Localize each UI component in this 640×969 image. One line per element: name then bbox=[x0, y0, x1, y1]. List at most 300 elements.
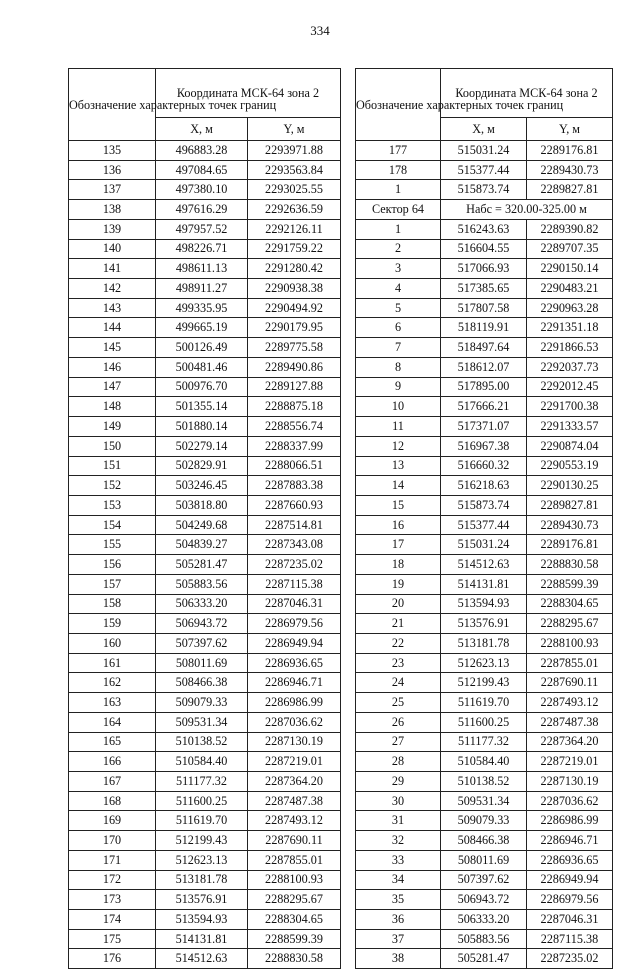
point-number: 164 bbox=[69, 712, 156, 732]
table-row bbox=[69, 259, 341, 279]
y-coordinate: 2288599.39 bbox=[248, 929, 341, 949]
y-coordinate: 2287364.20 bbox=[248, 772, 341, 792]
table-row bbox=[69, 752, 341, 772]
point-number: 37 bbox=[356, 929, 441, 949]
y-coordinate: 2292037.73 bbox=[527, 357, 613, 377]
x-coordinate: 507397.62 bbox=[156, 633, 248, 653]
point-number: 143 bbox=[69, 298, 156, 318]
table-row bbox=[356, 890, 613, 910]
x-coordinate: 516243.63 bbox=[441, 219, 527, 239]
point-number: 144 bbox=[69, 318, 156, 338]
table-row bbox=[69, 200, 341, 220]
x-coordinate: 503818.80 bbox=[156, 495, 248, 515]
x-coordinate: 512199.43 bbox=[441, 673, 527, 693]
coordinates-table-left bbox=[68, 68, 341, 969]
table-row bbox=[356, 259, 613, 279]
x-coordinate: 498226.71 bbox=[156, 239, 248, 259]
y-coordinate: 2286946.71 bbox=[248, 673, 341, 693]
y-coordinate: 2291866.53 bbox=[527, 338, 613, 358]
table-row bbox=[356, 535, 613, 555]
x-coordinate: 517895.00 bbox=[441, 377, 527, 397]
x-coordinate: 505281.47 bbox=[441, 949, 527, 969]
table-row bbox=[69, 574, 341, 594]
point-number: 32 bbox=[356, 831, 441, 851]
point-number: 157 bbox=[69, 574, 156, 594]
point-number: 135 bbox=[69, 141, 156, 161]
x-coordinate: 508466.38 bbox=[156, 673, 248, 693]
x-coordinate: 511600.25 bbox=[156, 791, 248, 811]
y-coordinate: 2289390.82 bbox=[527, 219, 613, 239]
table-row bbox=[69, 357, 341, 377]
y-coordinate: 2289430.73 bbox=[527, 515, 613, 535]
table-row bbox=[69, 318, 341, 338]
x-coordinate: 508011.69 bbox=[156, 653, 248, 673]
table-row bbox=[69, 594, 341, 614]
y-coordinate: 2287493.12 bbox=[248, 811, 341, 831]
table-row bbox=[356, 633, 613, 653]
point-number: 2 bbox=[356, 239, 441, 259]
point-number: 140 bbox=[69, 239, 156, 259]
table-row bbox=[356, 772, 613, 792]
point-number: 36 bbox=[356, 910, 441, 930]
point-number: 148 bbox=[69, 397, 156, 417]
table-row bbox=[356, 732, 613, 752]
x-coordinate: 502279.14 bbox=[156, 436, 248, 456]
table-row bbox=[356, 160, 613, 180]
point-number: 10 bbox=[356, 397, 441, 417]
y-coordinate: 2288875.18 bbox=[248, 397, 341, 417]
y-coordinate: 2287115.38 bbox=[527, 929, 613, 949]
point-number: 35 bbox=[356, 890, 441, 910]
x-coordinate: 509079.33 bbox=[441, 811, 527, 831]
point-number: 151 bbox=[69, 456, 156, 476]
table-row bbox=[356, 357, 613, 377]
table-row bbox=[69, 811, 341, 831]
point-number: 8 bbox=[356, 357, 441, 377]
y-coordinate: 2288295.67 bbox=[527, 614, 613, 634]
point-number: 26 bbox=[356, 712, 441, 732]
coordinate-system-header: Координата МСК-64 зона 2 bbox=[156, 69, 341, 118]
table-row bbox=[69, 495, 341, 515]
point-number: 155 bbox=[69, 535, 156, 555]
y-coordinate: 2286949.94 bbox=[248, 633, 341, 653]
y-coordinate: 2291280.42 bbox=[248, 259, 341, 279]
y-coordinate: 2288295.67 bbox=[248, 890, 341, 910]
x-coordinate: 509079.33 bbox=[156, 693, 248, 713]
x-header: X, м bbox=[156, 118, 248, 141]
coordinate-system-header: Координата МСК-64 зона 2 bbox=[441, 69, 613, 118]
table-row bbox=[69, 712, 341, 732]
table-row bbox=[356, 417, 613, 437]
point-number: 9 bbox=[356, 377, 441, 397]
x-coordinate: 496883.28 bbox=[156, 141, 248, 161]
table-row bbox=[69, 397, 341, 417]
point-number: 147 bbox=[69, 377, 156, 397]
table-row bbox=[69, 653, 341, 673]
table-row bbox=[356, 574, 613, 594]
x-coordinate: 498611.13 bbox=[156, 259, 248, 279]
y-coordinate: 2288830.58 bbox=[527, 555, 613, 575]
y-coordinate: 2288304.65 bbox=[527, 594, 613, 614]
point-number: 156 bbox=[69, 555, 156, 575]
x-coordinate: 513576.91 bbox=[156, 890, 248, 910]
point-number: 20 bbox=[356, 594, 441, 614]
table-row bbox=[356, 318, 613, 338]
point-number: 16 bbox=[356, 515, 441, 535]
point-number: 15 bbox=[356, 495, 441, 515]
x-coordinate: 514512.63 bbox=[441, 555, 527, 575]
x-coordinate: 518612.07 bbox=[441, 357, 527, 377]
x-coordinate: 498911.27 bbox=[156, 279, 248, 299]
point-number: 149 bbox=[69, 417, 156, 437]
table-row bbox=[356, 693, 613, 713]
y-coordinate: 2290179.95 bbox=[248, 318, 341, 338]
x-coordinate: 510138.52 bbox=[441, 772, 527, 792]
x-coordinate: 506943.72 bbox=[441, 890, 527, 910]
y-coordinate: 2293971.88 bbox=[248, 141, 341, 161]
table-row bbox=[356, 752, 613, 772]
y-coordinate: 2287036.62 bbox=[248, 712, 341, 732]
y-coordinate: 2287690.11 bbox=[527, 673, 613, 693]
x-coordinate: 513594.93 bbox=[441, 594, 527, 614]
table-row bbox=[356, 673, 613, 693]
sector-label: Сектор 64 bbox=[356, 200, 441, 220]
y-coordinate: 2291333.57 bbox=[527, 417, 613, 437]
y-coordinate: 2292126.11 bbox=[248, 219, 341, 239]
y-coordinate: 2289490.86 bbox=[248, 357, 341, 377]
y-coordinate: 2288100.93 bbox=[527, 633, 613, 653]
x-coordinate: 511619.70 bbox=[156, 811, 248, 831]
table-row bbox=[356, 141, 613, 161]
x-coordinate: 501355.14 bbox=[156, 397, 248, 417]
y-coordinate: 2287855.01 bbox=[527, 653, 613, 673]
table-row bbox=[356, 515, 613, 535]
table-row bbox=[69, 456, 341, 476]
table-row bbox=[69, 555, 341, 575]
y-coordinate: 2290938.38 bbox=[248, 279, 341, 299]
table-row bbox=[356, 910, 613, 930]
point-number: 153 bbox=[69, 495, 156, 515]
table-row bbox=[69, 338, 341, 358]
point-name-header: Обозначение характерных точек границ bbox=[69, 69, 156, 141]
sector-height-range: Набс = 320.00-325.00 м bbox=[441, 200, 613, 220]
y-coordinate: 2286986.99 bbox=[527, 811, 613, 831]
x-coordinate: 511177.32 bbox=[156, 772, 248, 792]
table-row bbox=[69, 870, 341, 890]
table-row bbox=[69, 791, 341, 811]
table-row bbox=[356, 791, 613, 811]
x-coordinate: 516660.32 bbox=[441, 456, 527, 476]
point-number: 23 bbox=[356, 653, 441, 673]
point-number: 166 bbox=[69, 752, 156, 772]
x-coordinate: 515377.44 bbox=[441, 515, 527, 535]
y-coordinate: 2286949.94 bbox=[527, 870, 613, 890]
point-number: 175 bbox=[69, 929, 156, 949]
x-coordinate: 511600.25 bbox=[441, 712, 527, 732]
point-number: 177 bbox=[356, 141, 441, 161]
y-coordinate: 2287487.38 bbox=[248, 791, 341, 811]
y-coordinate: 2287046.31 bbox=[527, 910, 613, 930]
y-coordinate: 2287046.31 bbox=[248, 594, 341, 614]
x-coordinate: 506333.20 bbox=[441, 910, 527, 930]
y-coordinate: 2287883.38 bbox=[248, 476, 341, 496]
point-number: 38 bbox=[356, 949, 441, 969]
x-coordinate: 505281.47 bbox=[156, 555, 248, 575]
table-row bbox=[69, 279, 341, 299]
point-number: 170 bbox=[69, 831, 156, 851]
sector-row bbox=[356, 200, 613, 220]
y-coordinate: 2289707.35 bbox=[527, 239, 613, 259]
table-row bbox=[69, 831, 341, 851]
x-coordinate: 515377.44 bbox=[441, 160, 527, 180]
point-number: 137 bbox=[69, 180, 156, 200]
table-row bbox=[69, 515, 341, 535]
table-row bbox=[356, 298, 613, 318]
table-row bbox=[356, 476, 613, 496]
x-coordinate: 515873.74 bbox=[441, 495, 527, 515]
point-number: 136 bbox=[69, 160, 156, 180]
y-coordinate: 2286986.99 bbox=[248, 693, 341, 713]
point-number: 30 bbox=[356, 791, 441, 811]
x-coordinate: 510584.40 bbox=[441, 752, 527, 772]
y-coordinate: 2290150.14 bbox=[527, 259, 613, 279]
point-number: 6 bbox=[356, 318, 441, 338]
y-coordinate: 2287364.20 bbox=[527, 732, 613, 752]
point-number: 139 bbox=[69, 219, 156, 239]
point-number: 138 bbox=[69, 200, 156, 220]
x-coordinate: 512623.13 bbox=[156, 850, 248, 870]
x-coordinate: 515031.24 bbox=[441, 141, 527, 161]
y-coordinate: 2290874.04 bbox=[527, 436, 613, 456]
point-number: 141 bbox=[69, 259, 156, 279]
point-number: 1 bbox=[356, 219, 441, 239]
y-coordinate: 2287130.19 bbox=[527, 772, 613, 792]
x-coordinate: 505883.56 bbox=[156, 574, 248, 594]
table-row bbox=[356, 279, 613, 299]
table-row bbox=[69, 436, 341, 456]
table-row bbox=[356, 338, 613, 358]
x-coordinate: 505883.56 bbox=[441, 929, 527, 949]
table-row bbox=[356, 239, 613, 259]
point-number: 18 bbox=[356, 555, 441, 575]
right-table-body bbox=[356, 141, 613, 969]
y-coordinate: 2290494.92 bbox=[248, 298, 341, 318]
point-number: 152 bbox=[69, 476, 156, 496]
table-row bbox=[356, 614, 613, 634]
y-coordinate: 2289430.73 bbox=[527, 160, 613, 180]
table-row bbox=[69, 693, 341, 713]
x-header: X, м bbox=[441, 118, 527, 141]
y-coordinate: 2289827.81 bbox=[527, 495, 613, 515]
table-row bbox=[69, 298, 341, 318]
x-coordinate: 515873.74 bbox=[441, 180, 527, 200]
table-row bbox=[69, 239, 341, 259]
table-row bbox=[69, 929, 341, 949]
y-coordinate: 2289775.58 bbox=[248, 338, 341, 358]
table-row bbox=[356, 555, 613, 575]
point-number: 168 bbox=[69, 791, 156, 811]
x-coordinate: 499665.19 bbox=[156, 318, 248, 338]
point-number: 176 bbox=[69, 949, 156, 969]
table-row bbox=[69, 673, 341, 693]
point-number: 34 bbox=[356, 870, 441, 890]
x-coordinate: 497957.52 bbox=[156, 219, 248, 239]
point-number: 11 bbox=[356, 417, 441, 437]
table-row bbox=[69, 910, 341, 930]
x-coordinate: 518119.91 bbox=[441, 318, 527, 338]
point-number: 19 bbox=[356, 574, 441, 594]
point-number: 142 bbox=[69, 279, 156, 299]
point-number: 17 bbox=[356, 535, 441, 555]
table-row bbox=[69, 535, 341, 555]
y-coordinate: 2289176.81 bbox=[527, 141, 613, 161]
y-coordinate: 2287487.38 bbox=[527, 712, 613, 732]
y-coordinate: 2287690.11 bbox=[248, 831, 341, 851]
table-row bbox=[356, 811, 613, 831]
y-coordinate: 2288556.74 bbox=[248, 417, 341, 437]
table-row bbox=[356, 495, 613, 515]
y-coordinate: 2288337.99 bbox=[248, 436, 341, 456]
y-coordinate: 2293025.55 bbox=[248, 180, 341, 200]
x-coordinate: 511619.70 bbox=[441, 693, 527, 713]
table-row bbox=[356, 456, 613, 476]
point-number: 14 bbox=[356, 476, 441, 496]
point-number: 162 bbox=[69, 673, 156, 693]
x-coordinate: 499335.95 bbox=[156, 298, 248, 318]
y-coordinate: 2289176.81 bbox=[527, 535, 613, 555]
y-coordinate: 2290130.25 bbox=[527, 476, 613, 496]
y-coordinate: 2286936.65 bbox=[248, 653, 341, 673]
table-row bbox=[69, 614, 341, 634]
x-coordinate: 510584.40 bbox=[156, 752, 248, 772]
table-row bbox=[69, 949, 341, 969]
x-coordinate: 504249.68 bbox=[156, 515, 248, 535]
x-coordinate: 511177.32 bbox=[441, 732, 527, 752]
table-row bbox=[356, 180, 613, 200]
point-number: 28 bbox=[356, 752, 441, 772]
y-coordinate: 2288100.93 bbox=[248, 870, 341, 890]
table-row bbox=[69, 180, 341, 200]
x-coordinate: 508011.69 bbox=[441, 850, 527, 870]
point-number: 33 bbox=[356, 850, 441, 870]
x-coordinate: 514131.81 bbox=[156, 929, 248, 949]
y-coordinate: 2286979.56 bbox=[248, 614, 341, 634]
x-coordinate: 517807.58 bbox=[441, 298, 527, 318]
table-row bbox=[69, 377, 341, 397]
point-number: 169 bbox=[69, 811, 156, 831]
x-coordinate: 516967.38 bbox=[441, 436, 527, 456]
x-coordinate: 501880.14 bbox=[156, 417, 248, 437]
y-coordinate: 2290963.28 bbox=[527, 298, 613, 318]
point-number: 22 bbox=[356, 633, 441, 653]
point-number: 25 bbox=[356, 693, 441, 713]
point-number: 145 bbox=[69, 338, 156, 358]
y-coordinate: 2292012.45 bbox=[527, 377, 613, 397]
point-number: 5 bbox=[356, 298, 441, 318]
point-number: 1 bbox=[356, 180, 441, 200]
y-coordinate: 2287235.02 bbox=[527, 949, 613, 969]
x-coordinate: 513181.78 bbox=[156, 870, 248, 890]
point-name-header: Обозначение характерных точек границ bbox=[356, 69, 441, 141]
y-coordinate: 2293563.84 bbox=[248, 160, 341, 180]
x-coordinate: 500481.46 bbox=[156, 357, 248, 377]
point-number: 21 bbox=[356, 614, 441, 634]
x-coordinate: 497380.10 bbox=[156, 180, 248, 200]
y-coordinate: 2287219.01 bbox=[248, 752, 341, 772]
x-coordinate: 513594.93 bbox=[156, 910, 248, 930]
point-number: 159 bbox=[69, 614, 156, 634]
point-number: 24 bbox=[356, 673, 441, 693]
x-coordinate: 516218.63 bbox=[441, 476, 527, 496]
table-row bbox=[356, 397, 613, 417]
point-number: 163 bbox=[69, 693, 156, 713]
x-coordinate: 515031.24 bbox=[441, 535, 527, 555]
table-row bbox=[69, 141, 341, 161]
y-coordinate: 2288599.39 bbox=[527, 574, 613, 594]
y-coordinate: 2288066.51 bbox=[248, 456, 341, 476]
x-coordinate: 500126.49 bbox=[156, 338, 248, 358]
point-number: 12 bbox=[356, 436, 441, 456]
point-number: 158 bbox=[69, 594, 156, 614]
table-row bbox=[69, 732, 341, 752]
table-row bbox=[356, 712, 613, 732]
x-coordinate: 514512.63 bbox=[156, 949, 248, 969]
x-coordinate: 514131.81 bbox=[441, 574, 527, 594]
table-row bbox=[356, 377, 613, 397]
x-coordinate: 502829.91 bbox=[156, 456, 248, 476]
x-coordinate: 516604.55 bbox=[441, 239, 527, 259]
y-coordinate: 2287343.08 bbox=[248, 535, 341, 555]
y-header: Y, м bbox=[527, 118, 613, 141]
y-coordinate: 2286946.71 bbox=[527, 831, 613, 851]
x-coordinate: 513181.78 bbox=[441, 633, 527, 653]
x-coordinate: 517066.93 bbox=[441, 259, 527, 279]
point-number: 154 bbox=[69, 515, 156, 535]
y-header: Y, м bbox=[248, 118, 341, 141]
point-number: 27 bbox=[356, 732, 441, 752]
y-coordinate: 2292636.59 bbox=[248, 200, 341, 220]
y-coordinate: 2287036.62 bbox=[527, 791, 613, 811]
table-row bbox=[356, 929, 613, 949]
table-row bbox=[356, 831, 613, 851]
x-coordinate: 503246.45 bbox=[156, 476, 248, 496]
point-number: 172 bbox=[69, 870, 156, 890]
point-number: 4 bbox=[356, 279, 441, 299]
table-row bbox=[356, 850, 613, 870]
table-row bbox=[69, 476, 341, 496]
point-number: 31 bbox=[356, 811, 441, 831]
x-coordinate: 517371.07 bbox=[441, 417, 527, 437]
y-coordinate: 2291351.18 bbox=[527, 318, 613, 338]
table-row bbox=[356, 653, 613, 673]
x-coordinate: 510138.52 bbox=[156, 732, 248, 752]
x-coordinate: 512623.13 bbox=[441, 653, 527, 673]
x-coordinate: 512199.43 bbox=[156, 831, 248, 851]
y-coordinate: 2291759.22 bbox=[248, 239, 341, 259]
x-coordinate: 518497.64 bbox=[441, 338, 527, 358]
point-number: 3 bbox=[356, 259, 441, 279]
y-coordinate: 2287493.12 bbox=[527, 693, 613, 713]
x-coordinate: 497616.29 bbox=[156, 200, 248, 220]
y-coordinate: 2287130.19 bbox=[248, 732, 341, 752]
table-row bbox=[69, 417, 341, 437]
y-coordinate: 2290483.21 bbox=[527, 279, 613, 299]
x-coordinate: 497084.65 bbox=[156, 160, 248, 180]
y-coordinate: 2287235.02 bbox=[248, 555, 341, 575]
point-number: 174 bbox=[69, 910, 156, 930]
left-table-body bbox=[69, 141, 341, 969]
point-number: 171 bbox=[69, 850, 156, 870]
